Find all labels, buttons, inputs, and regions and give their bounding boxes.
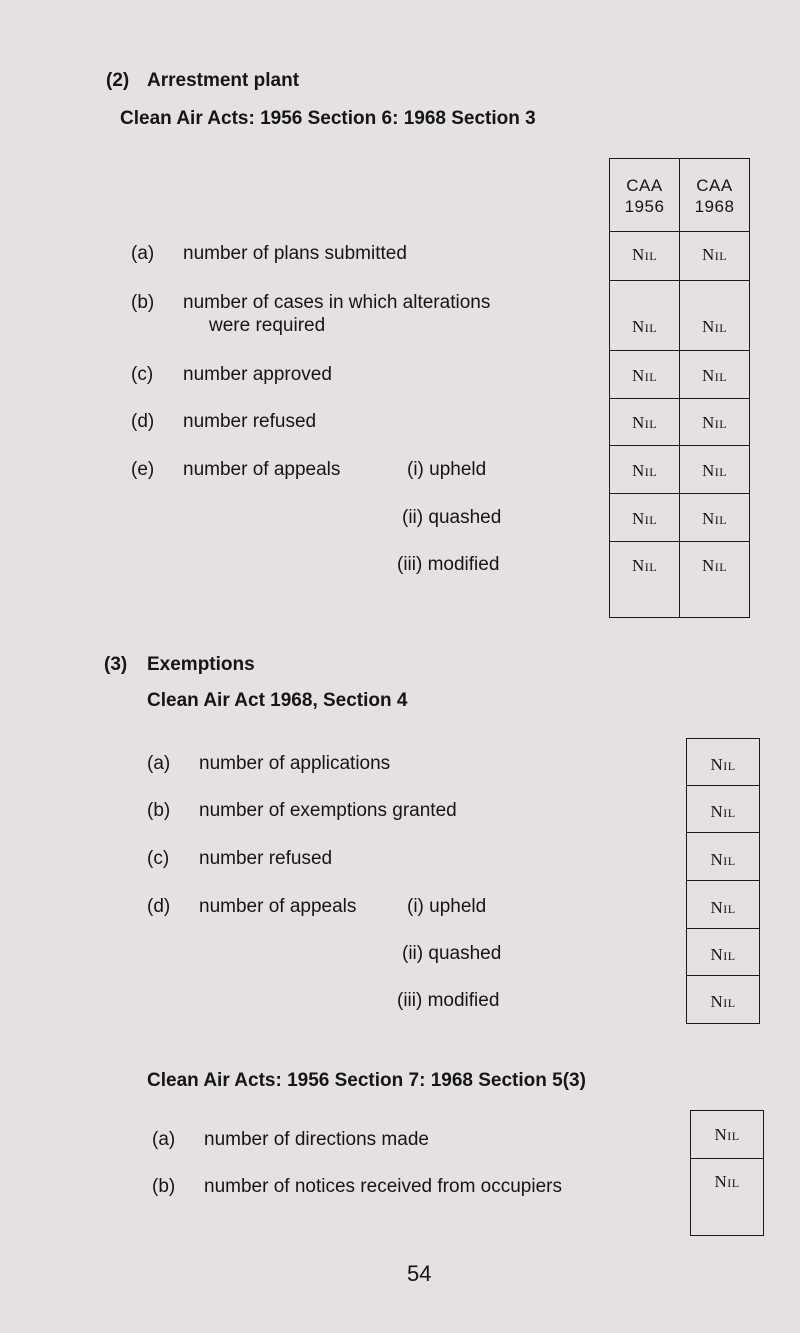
table-left-border xyxy=(686,738,687,1024)
section3-number: (3) xyxy=(104,654,128,675)
table-cell: Nil xyxy=(631,317,658,336)
table-cell: Nil xyxy=(631,461,658,480)
row-text: number of cases in which alterations xyxy=(183,292,491,313)
table-cell: Nil xyxy=(631,366,658,385)
row-text: number refused xyxy=(183,411,317,432)
row-text: number approved xyxy=(183,364,332,385)
table-cell: Nil xyxy=(701,366,728,385)
table-cell: Nil xyxy=(631,509,658,528)
table-cell: Nil xyxy=(710,850,736,869)
row-divider xyxy=(686,975,760,976)
row-divider xyxy=(609,541,750,542)
table-right-border xyxy=(759,738,760,1024)
row-label: (a) xyxy=(147,753,171,774)
section3-subtitle: Clean Air Act 1968, Section 4 xyxy=(147,690,408,711)
table-cell: Nil xyxy=(701,317,728,336)
table-cell: Nil xyxy=(631,413,658,432)
row-label: (b) xyxy=(152,1176,176,1197)
table-top-border xyxy=(690,1110,764,1111)
row-label: (b) xyxy=(131,292,155,313)
table-top-border xyxy=(686,738,760,739)
row-subitem: (iii) modified xyxy=(397,554,500,575)
row-divider xyxy=(609,398,750,399)
col-header-line2: 1956 xyxy=(624,197,665,216)
row-text: number of applications xyxy=(199,753,391,774)
row-divider xyxy=(609,231,750,232)
row-label: (c) xyxy=(131,364,154,385)
col-header-line1: CAA xyxy=(696,176,733,195)
row-divider xyxy=(609,493,750,494)
row-divider xyxy=(686,832,760,833)
row-label: (d) xyxy=(147,896,171,917)
table-cell: Nil xyxy=(701,556,728,575)
row-label: (b) xyxy=(147,800,171,821)
table-right-border xyxy=(749,158,750,618)
row-label: (e) xyxy=(131,459,155,480)
col-header-caa1968 xyxy=(680,175,749,217)
table-cell: Nil xyxy=(710,898,736,917)
row-divider xyxy=(609,280,750,281)
table-cell: Nil xyxy=(701,509,728,528)
table-cell: Nil xyxy=(710,992,736,1011)
section3-title: Exemptions xyxy=(147,654,255,675)
table-cell: Nil xyxy=(701,461,728,480)
row-label: (c) xyxy=(147,848,170,869)
row-subitem: (i) upheld xyxy=(407,896,487,917)
table-cell: Nil xyxy=(710,945,736,964)
row-text: number of plans submitted xyxy=(183,243,407,264)
table-cell: Nil xyxy=(631,556,658,575)
table-cell: Nil xyxy=(710,802,736,821)
table-mid-border xyxy=(679,158,680,618)
row-label: (a) xyxy=(152,1129,176,1150)
row-text: number of exemptions granted xyxy=(199,800,457,821)
col-header-caa1956 xyxy=(610,175,679,217)
row-text: number of appeals xyxy=(183,459,341,480)
table-right-border xyxy=(763,1110,764,1236)
row-divider xyxy=(690,1158,764,1159)
row-divider xyxy=(686,785,760,786)
table-left-border xyxy=(609,158,610,618)
section2-subtitle: Clean Air Acts: 1956 Section 6: 1968 Section 3 xyxy=(120,108,536,129)
row-text-continued: were required xyxy=(209,315,326,336)
section4-subtitle: Clean Air Acts: 1956 Section 7: 1968 Section 5(3) xyxy=(147,1070,586,1091)
section2-title: Arrestment plant xyxy=(147,70,300,91)
section2-number: (2) xyxy=(106,70,130,91)
row-divider xyxy=(686,928,760,929)
table-cell: Nil xyxy=(701,413,728,432)
col-header-line2: 1968 xyxy=(694,197,735,216)
table-cell: Nil xyxy=(710,755,736,774)
row-subitem: (ii) quashed xyxy=(402,507,502,528)
col-header-line1: CAA xyxy=(626,176,663,195)
table-cell: Nil xyxy=(701,245,728,264)
row-label: (a) xyxy=(131,243,155,264)
row-text: number of directions made xyxy=(204,1129,429,1150)
row-text: number of appeals xyxy=(199,896,357,917)
table-bottom-border xyxy=(609,617,750,618)
table-bottom-border xyxy=(690,1235,764,1236)
row-divider xyxy=(686,880,760,881)
table-cell: Nil xyxy=(714,1172,740,1191)
row-subitem: (iii) modified xyxy=(397,990,500,1011)
table-cell: Nil xyxy=(631,245,658,264)
row-text: number of notices received from occupiers xyxy=(204,1176,562,1197)
row-divider xyxy=(609,445,750,446)
row-text: number refused xyxy=(199,848,333,869)
table-cell: Nil xyxy=(714,1125,740,1144)
row-label: (d) xyxy=(131,411,155,432)
row-divider xyxy=(609,350,750,351)
table-bottom-border xyxy=(686,1023,760,1024)
row-subitem: (i) upheld xyxy=(407,459,487,480)
page-number: 54 xyxy=(407,1261,432,1286)
row-subitem: (ii) quashed xyxy=(402,943,502,964)
